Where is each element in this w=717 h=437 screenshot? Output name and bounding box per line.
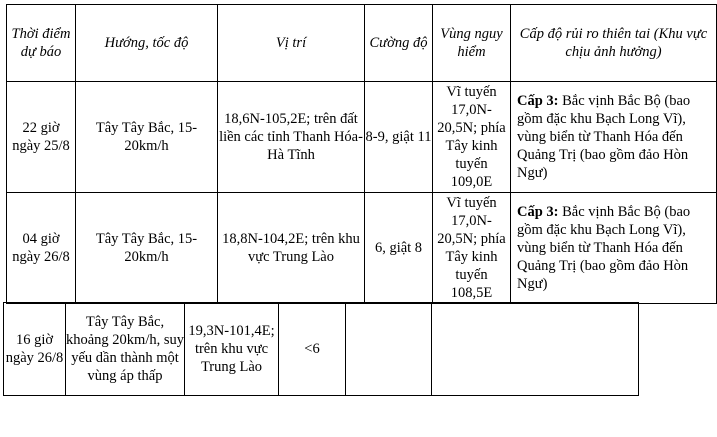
cell-danger-zone: Vĩ tuyến 17,0N-20,5N; phía Tây kinh tuyến 108,5E (433, 193, 511, 304)
cell-intensity: 6, giật 8 (365, 193, 433, 304)
forecast-table (6, 4, 717, 304)
cell-time: 22 giờ ngày 25/8 (7, 82, 76, 193)
risk-level-label: Cấp 3: (517, 93, 559, 109)
header-danger-zone: Vùng nguy hiểm (433, 5, 511, 82)
header-position: Vị trí (218, 5, 365, 82)
cell-direction-speed: Tây Tây Bắc, khoảng 20km/h, suy yếu dần thành một vùng áp thấp (66, 303, 185, 396)
cell-direction-speed: Tây Tây Bắc, 15- 20km/h (76, 82, 218, 193)
table-row (7, 82, 717, 193)
cell-risk-level (432, 303, 639, 396)
header-intensity: Cường độ (365, 5, 433, 82)
cell-position: 19,3N-101,4E; trên khu vực Trung Lào (185, 303, 279, 396)
header-row (7, 5, 717, 82)
cell-time: 04 giờ ngày 26/8 (7, 193, 76, 304)
cell-risk-level (511, 193, 717, 304)
header-time: Thời điểm dự báo (7, 5, 76, 82)
header-direction-speed: Hướng, tốc độ (76, 5, 218, 82)
cell-intensity: 8-9, giật 11 (365, 82, 433, 193)
table-row (4, 303, 639, 396)
risk-level-text: Bắc vịnh Bắc Bộ (bao gồm đặc khu Bạch Long Vĩ), vùng biển từ Thanh Hóa đến Quảng Trị (bao gồm đảo Hòn Ngư) (517, 204, 691, 292)
cell-position: 18,6N-105,2E; trên đất liền các tỉnh Thanh Hóa-Hà Tĩnh (218, 82, 365, 193)
cell-danger-zone: Vĩ tuyến 17,0N-20,5N; phía Tây kinh tuyến 109,0E (433, 82, 511, 193)
cell-intensity: <6 (279, 303, 346, 396)
risk-level-label: Cấp 3: (517, 204, 559, 220)
risk-level-text: Bắc vịnh Bắc Bộ (bao gồm đặc khu Bạch Long Vĩ), vùng biển từ Thanh Hóa đến Quảng Trị (bao gồm đảo Hòn Ngư) (517, 93, 691, 181)
header-risk-level: Cấp độ rủi ro thiên tai (Khu vực chịu ảnh hưởng) (511, 5, 717, 82)
forecast-table-continued (3, 302, 639, 396)
cell-direction-speed: Tây Tây Bắc, 15- 20km/h (76, 193, 218, 304)
cell-time: 16 giờ ngày 26/8 (4, 303, 66, 396)
cell-position: 18,8N-104,2E; trên khu vực Trung Lào (218, 193, 365, 304)
cell-risk-level (511, 82, 717, 193)
table-row (7, 193, 717, 304)
cell-danger-zone (346, 303, 432, 396)
